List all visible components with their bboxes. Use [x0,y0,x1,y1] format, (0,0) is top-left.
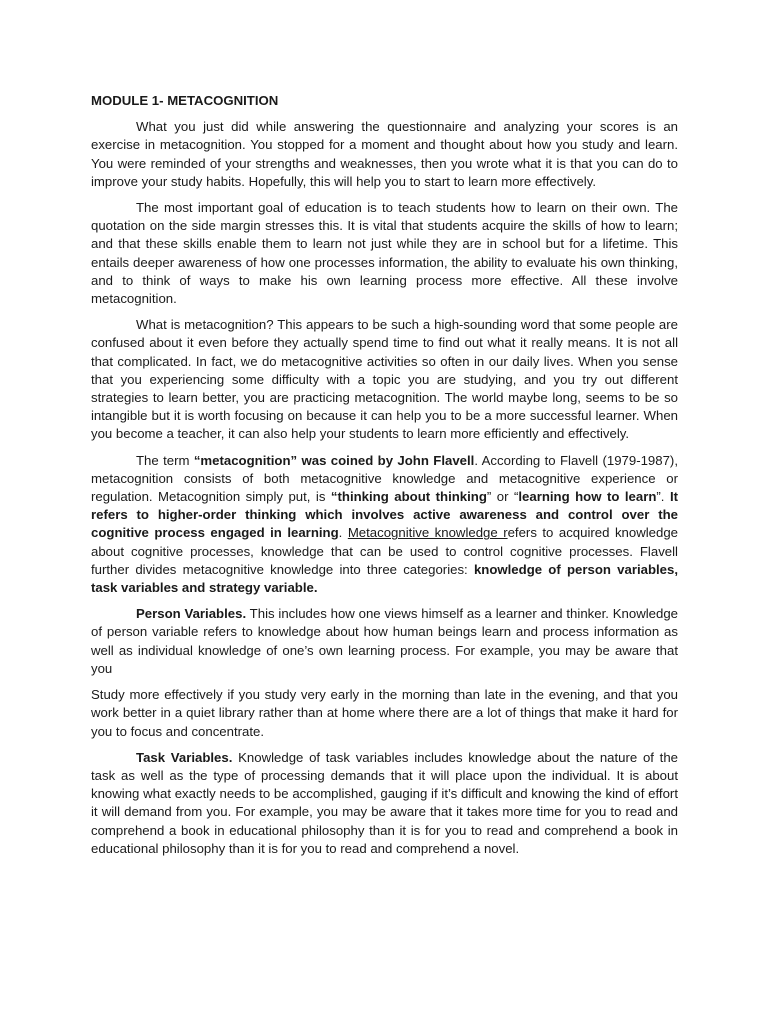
text-run: . [338,525,348,541]
task-variables-text: Knowledge of task variables includes knowledge about the nature of the task as well as the type of processing demands that it will place upon the individual. It is about knowing what exactly needs to be accomplished, gauging if it’s difficult and knowing the kind of effort it will demand from you. For example, you may be aware that it takes more time for you to read and comprehend a book in educational philosophy than it is for you to read and comprehend a book in educational philosophy than it is for you to read and comprehend a novel. [91,749,679,856]
module-title: MODULE 1- METACOGNITION [91,93,279,108]
paragraph-task-variables [91,749,678,858]
person-variables-text: This includes how one views himself as a learner and thinker. Knowledge of person variable refers to knowledge about how human beings learn and process information as well as individual knowledge of one’s own learning process. For example, you may be aware that you [91,606,678,676]
text-run: ” or “ [486,489,519,505]
text-run: . According to Flavell (1979-1987), metacognition consists of both metacognitive knowledge and metacognitive experience or regulation. Metacognition simply put, is [91,452,678,505]
paragraph-what-is-metacognition: What is metacognition? This appears to be such a high-sounding word that some people are confused about it even before they actually spend time to find out what it really means. It is not all that complicated. In fact, we do metacognitive activities so often in our daily lives. When you sense that you experiencing some difficulty with a topic you are studying, and you try out different strategies to learn better, you are practicing metacognition. The world maybe long, seems to be so intangible but it is worth focusing on because it can help you to be a more successful learner. When you become a teacher, it can also help your students to learn more efficiently and effectively. [91,317,678,442]
text-run: efers to acquired knowledge about cognitive processes, knowledge that can be used to control cognitive processes. Flavell further divides metacognitive knowledge into three categories: [91,525,679,577]
paragraph-goal-of-education: The most important goal of education is to teach students how to learn on their own. The quotation on the side margin stresses this. It is vital that students acquire the skills of how to learn; and that these skills enable them to learn not just while they are in school but for a lifetime. This entails deeper awareness of how one processes information, the ability to evaluate his own thinking, and to think of ways to make his own learning process more effective. All these involve metacognition. [91,200,678,307]
bold-run-thinking: “thinking about thinking [330,489,487,505]
bold-run-learning: learning how to learn [518,489,657,505]
bold-run-higher-order: It refers to higher-order thinking which involves active awareness and control over the cognitive process engaged in learning [91,489,678,541]
paragraph-intro: What you just did while answering the questionnaire and analyzing your scores is an exercise in metacognition. You stopped for a moment and thought about how you study and learn. You were reminded of your strengths and weaknesses, then you wrote what it is that you can do to improve your study habits. Hopefully, this will help you to start to learn more effectively. [91,119,678,189]
paragraph-person-variables [91,605,678,678]
underlined-run-metacognitive-knowledge: Metacognitive knowledge r [347,525,508,541]
bold-run-coined: “metacognition” was coined by John Flavell [193,452,475,468]
text-run: ”. [656,489,670,505]
paragraph-study-example: Study more effectively if you study very early in the morning than late in the evening, and that you work better in a quiet library rather than at home where there are a lot of things that make it hard for you to focus and concentrate. [91,687,678,739]
task-variables-heading: Task Variables. [136,749,233,765]
bold-run-categories: knowledge of person variables, task variables and strategy variable. [91,561,678,596]
document-page [91,92,678,866]
paragraph-flavell-definition [91,452,678,598]
text-run: The term [136,452,194,468]
person-variables-heading: Person Variables. [136,606,247,622]
